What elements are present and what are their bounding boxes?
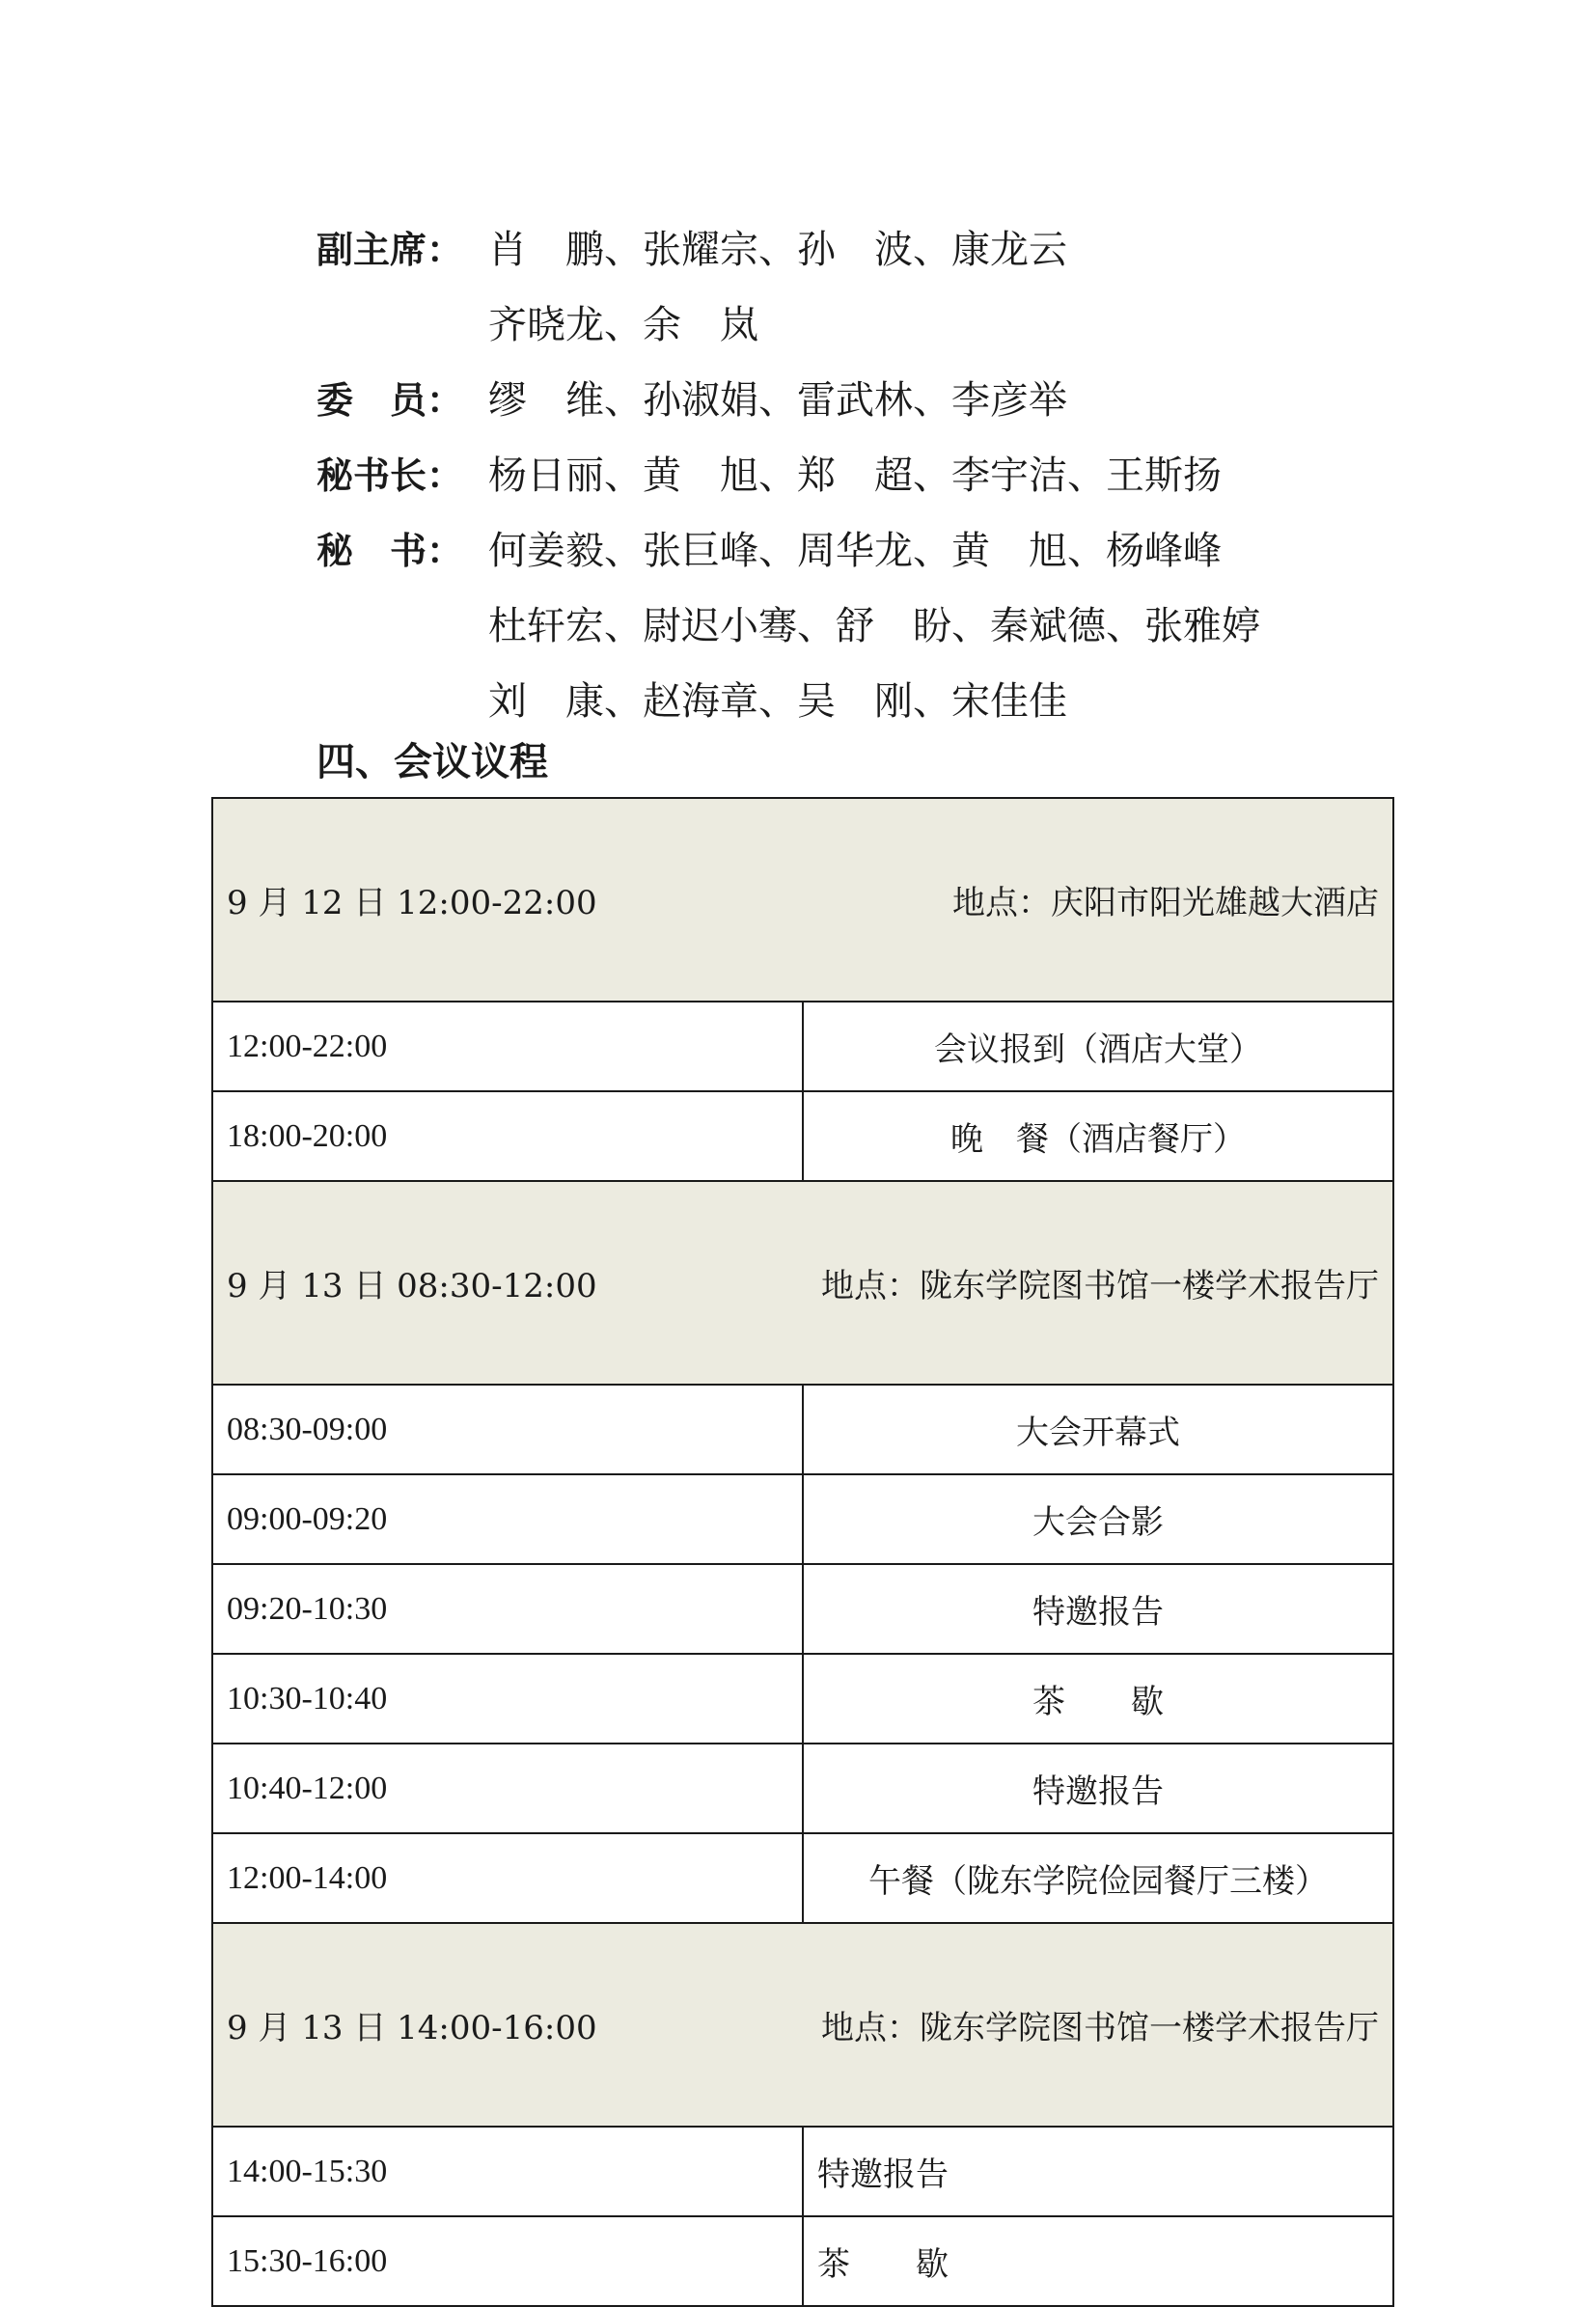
day-location: 地点：庆阳市阳光雄越大酒店: [952, 884, 1379, 922]
role-members: 何姜毅、张巨峰、周华龙、黄 旭、杨峰峰: [488, 529, 1222, 573]
day-header-row: [212, 1181, 1393, 1385]
role-members: 刘 康、赵海章、吴 刚、宋佳佳: [488, 679, 1067, 724]
day-location: 地点：陇东学院图书馆一楼学术报告厅: [821, 1267, 1379, 1305]
day-date: 9 月 13 日 14:00-16:00: [227, 2009, 597, 2047]
agenda-time: 09:20-10:30: [212, 1564, 803, 1654]
role-secretary-general: [316, 438, 1474, 513]
role-members-group: [316, 363, 1474, 438]
day-date: 9 月 12 日 12:00-22:00: [227, 884, 597, 922]
agenda-event: 茶 歇: [803, 1654, 1393, 1744]
agenda-time: 14:00-15:30: [212, 2127, 803, 2216]
agenda-row: [212, 1002, 1393, 1091]
agenda-time: 12:00-22:00: [212, 1002, 803, 1091]
agenda-row: [212, 1091, 1393, 1181]
agenda-time: 18:00-20:00: [212, 1091, 803, 1181]
role-members: 缪 维、孙淑娟、雷武林、李彦举: [488, 378, 1067, 423]
agenda-time: 10:40-12:00: [212, 1744, 803, 1833]
role-label: 秘 书：: [316, 530, 464, 572]
role-members: 杜轩宏、尉迟小骞、舒 盼、秦斌德、张雅婷: [488, 604, 1260, 648]
role-secretary: [316, 513, 1474, 739]
agenda-table: [211, 797, 1394, 2307]
agenda-event: 特邀报告: [803, 1744, 1393, 1833]
agenda-row: [212, 2127, 1393, 2216]
agenda-time: 10:30-10:40: [212, 1654, 803, 1744]
agenda-time: 12:00-14:00: [212, 1833, 803, 1923]
agenda-row: [212, 1744, 1393, 1833]
agenda-event: 特邀报告: [803, 2127, 1393, 2216]
agenda-event: 会议报到（酒店大堂）: [803, 1002, 1393, 1091]
agenda-time: 08:30-09:00: [212, 1385, 803, 1474]
agenda-event: 大会开幕式: [803, 1385, 1393, 1474]
role-vice-chair: [316, 212, 1474, 363]
agenda-time: 15:30-16:00: [212, 2216, 803, 2306]
agenda-time: 09:00-09:20: [212, 1474, 803, 1564]
role-members: 肖 鹏、张耀宗、孙 波、康龙云: [488, 228, 1067, 272]
section-title: 四、会议议程: [316, 740, 548, 784]
committee-list: [316, 212, 1474, 739]
day-location: 地点：陇东学院图书馆一楼学术报告厅: [821, 2009, 1379, 2047]
agenda-row: [212, 1474, 1393, 1564]
role-label: 副主席：: [316, 229, 464, 271]
agenda-row: [212, 1564, 1393, 1654]
role-label: 委 员：: [316, 379, 464, 422]
day-header-row: [212, 1923, 1393, 2127]
agenda-event: 茶 歇: [803, 2216, 1393, 2306]
agenda-row: [212, 1833, 1393, 1923]
role-label: 秘书长：: [316, 454, 464, 497]
agenda-row: [212, 1385, 1393, 1474]
role-members: 齐晓龙、余 岚: [488, 303, 758, 347]
agenda-event: 午餐（陇东学院俭园餐厅三楼）: [803, 1833, 1393, 1923]
day-date: 9 月 13 日 08:30-12:00: [227, 1267, 597, 1305]
agenda-event: 大会合影: [803, 1474, 1393, 1564]
agenda-row: [212, 1654, 1393, 1744]
agenda-event: 特邀报告: [803, 1564, 1393, 1654]
day-header-row: [212, 798, 1393, 1002]
agenda-row: [212, 2216, 1393, 2306]
role-members: 杨日丽、黄 旭、郑 超、李宇洁、王斯扬: [488, 453, 1222, 498]
agenda-event: 晚 餐（酒店餐厅）: [803, 1091, 1393, 1181]
